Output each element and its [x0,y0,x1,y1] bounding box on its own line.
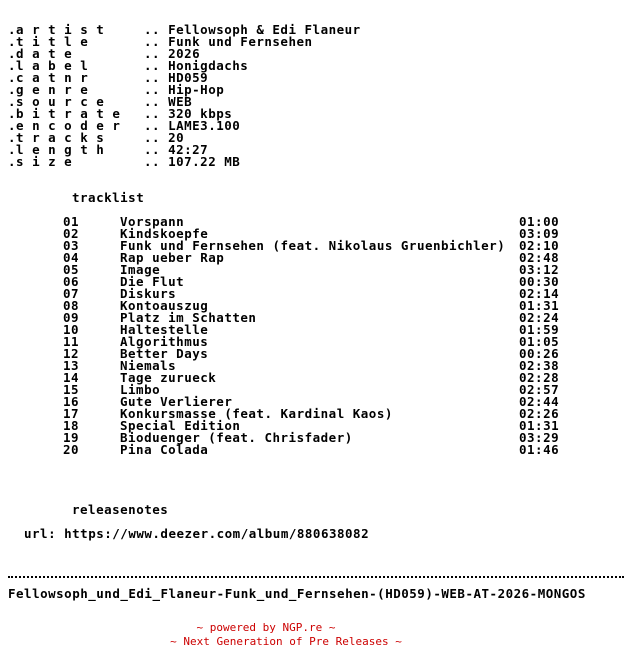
track-length: 02:14 [519,286,560,301]
track-number: 01 [63,214,80,229]
track-length: 02:38 [519,358,560,373]
track-length: 02:48 [519,250,560,265]
meta-key: .s o u r c e [8,94,105,109]
meta-key: .c a t n r [8,70,89,85]
meta-key: .t i t l e [8,34,89,49]
track-length: 01:31 [519,418,560,433]
track-number: 04 [63,250,80,265]
track-length: 01:59 [519,322,560,337]
meta-value: .. LAME3.100 [144,118,241,133]
track-length: 03:09 [519,226,560,241]
footer-tagline: ~ Next Generation of Pre Releases ~ [170,635,402,648]
track-title: Rap ueber Rap [120,250,225,265]
track-length: 01:31 [519,298,560,313]
footer-powered-by: ~ powered by NGP.re ~ [196,621,336,634]
meta-value: .. 107.22 MB [144,154,241,169]
track-title: Diskurs [120,286,177,301]
track-title: Gute Verlierer [120,394,233,409]
meta-value: .. Funk und Fernsehen [144,34,313,49]
track-number: 08 [63,298,80,313]
track-title: Vorspann [120,214,185,229]
track-title: Die Flut [120,274,185,289]
track-title: Image [120,262,161,277]
track-number: 13 [63,358,80,373]
track-number: 20 [63,442,80,457]
meta-key: .l a b e l [8,58,89,73]
meta-key: .d a t e [8,46,73,61]
track-number: 15 [63,382,80,397]
track-length: 02:28 [519,370,560,385]
releasenotes-heading: releasenotes [72,502,169,517]
track-length: 00:30 [519,274,560,289]
track-number: 18 [63,418,80,433]
track-title: Special Edition [120,418,241,433]
meta-key: .s i z e [8,154,73,169]
meta-key: .a r t i s t [8,22,105,37]
track-length: 02:10 [519,238,560,253]
tracklist-heading: tracklist [72,190,145,205]
track-number: 16 [63,394,80,409]
track-title: Kindskoepfe [120,226,209,241]
track-title: Algorithmus [120,334,209,349]
track-length: 02:24 [519,310,560,325]
meta-key: .b i t r a t e [8,106,121,121]
release-name: Fellowsoph_und_Edi_Flaneur-Funk_und_Fernsehen-(HD059)-WEB-AT-2026-MONGOS [8,586,586,601]
meta-key: .g e n r e [8,82,89,97]
track-length: 02:26 [519,406,560,421]
track-title: Platz im Schatten [120,310,257,325]
track-title: Better Days [120,346,209,361]
meta-value: .. 320 kbps [144,106,233,121]
meta-value: .. 20 [144,130,185,145]
track-title: Pina Colada [120,442,209,457]
meta-value: .. Hip-Hop [144,82,225,97]
track-title: Niemals [120,358,177,373]
meta-value: .. HD059 [144,70,209,85]
track-number: 10 [63,322,80,337]
meta-value: .. Honigdachs [144,58,249,73]
track-title: Limbo [120,382,161,397]
track-length: 01:46 [519,442,560,457]
track-row [0,444,632,456]
track-number: 02 [63,226,80,241]
track-number: 19 [63,430,80,445]
track-title: Kontoauszug [120,298,209,313]
tracklist [0,216,632,456]
track-length: 03:29 [519,430,560,445]
track-title: Konkursmasse (feat. Kardinal Kaos) [120,406,393,421]
track-number: 17 [63,406,80,421]
track-length: 02:57 [519,382,560,397]
track-number: 14 [63,370,80,385]
meta-value: .. 2026 [144,46,201,61]
track-number: 09 [63,310,80,325]
track-number: 05 [63,262,80,277]
meta-value: .. WEB [144,94,193,109]
track-length: 02:44 [519,394,560,409]
track-length: 03:12 [519,262,560,277]
meta-key: .l e n g t h [8,142,105,157]
release-url: url: https://www.deezer.com/album/880638082 [24,526,370,541]
track-number: 03 [63,238,80,253]
track-number: 06 [63,274,80,289]
track-length: 01:00 [519,214,560,229]
track-title: Bioduenger (feat. Chrisfader) [120,430,353,445]
track-number: 07 [63,286,80,301]
track-length: 01:05 [519,334,560,349]
dotted-divider [8,576,624,578]
track-title: Haltestelle [120,322,209,337]
track-length: 00:26 [519,346,560,361]
meta-value: .. Fellowsoph & Edi Flaneur [144,22,361,37]
meta-key: .t r a c k s [8,130,105,145]
track-number: 12 [63,346,80,361]
track-title: Tage zurueck [120,370,217,385]
track-title: Funk und Fernsehen (feat. Nikolaus Gruenbichler) [120,238,506,253]
meta-key: .e n c o d e r [8,118,121,133]
meta-value: .. 42:27 [144,142,209,157]
track-number: 11 [63,334,80,349]
